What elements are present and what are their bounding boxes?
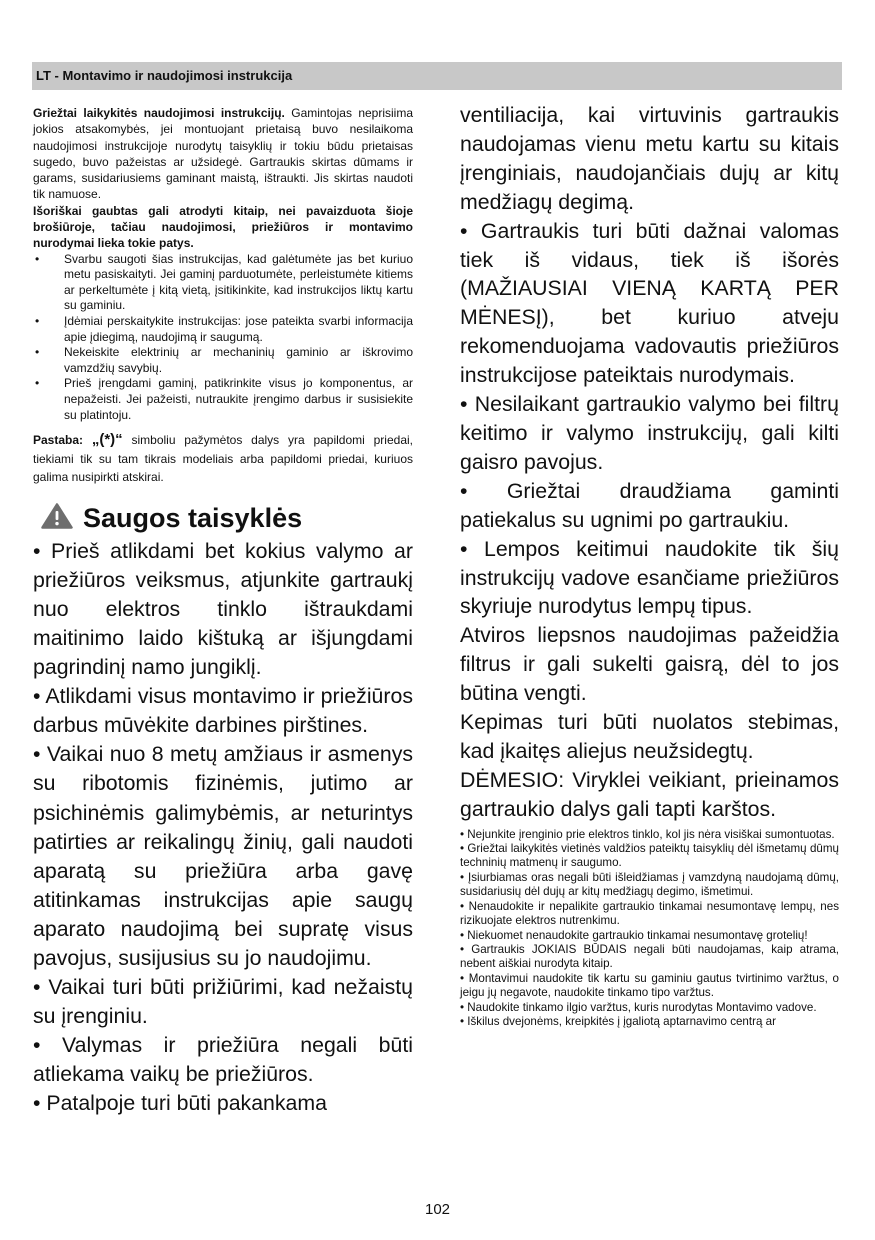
small-paragraph: • Gartraukis JOKIAIS BŪDAIS negali būti naudojamas, kaip atrama, nebent aiškiai nurodyta kitaip.	[460, 942, 839, 971]
small-paragraph: • Niekuomet nenaudokite gartraukio tinkamai nesumontavę grotelių!	[460, 928, 808, 942]
intro-bold-lead: Griežtai laikykitės naudojimosi instrukcijų.	[33, 106, 285, 120]
bullet-icon: •	[35, 376, 40, 391]
safety-small-text	[460, 828, 839, 1030]
safety-paragraph: Atviros liepsnos naudojimas pažeidžia filtrus ir gali sukelti gaisrą, dėl to jos būtina vengti.	[460, 623, 839, 706]
safety-paragraph: • Prieš atlikdami bet kokius valymo ar priežiūros veiksmus, atjunkite gartraukį nuo elektros tinklo ištraukdami maitinimo laido kištuką ar išjungdami pagrindinį namo jungiklį.	[33, 538, 413, 680]
note-symbol: „(*)“	[91, 431, 123, 449]
section-title: LT - Montavimo ir naudojimosi instrukcija	[36, 68, 293, 83]
intro-bold-note	[33, 203, 413, 252]
safety-paragraph: • Gartraukis turi būti dažnai valomas tiek iš vidaus, tiek iš išorės (MAŽIAUSIAI VIENĄ KARTĄ PER MĖNESĮ), bet kuriuo atveju rekomenduojama vadovautis priežiūros instrukcijose pateiktais nurodymais.	[460, 218, 839, 388]
small-paragraph: • Naudokite tinkamo ilgio varžtus, kuris nurodytas Montavimo vadove.	[460, 1000, 817, 1014]
note-text: simboliu pažymėtos dalys yra papildomi priedai, tiekiami tik su tam tikrais modeliais arba papildomi priedai, kuriuos galima nusipirkti atskirai.	[33, 433, 413, 485]
safety-paragraph: DĖMESIO: Viryklei veikiant, prieinamos gartraukio dalys gali tapti karštos.	[460, 767, 839, 821]
bullet-icon: •	[35, 251, 40, 266]
safety-paragraph: • Griežtai draudžiama gaminti patiekalus su ugnimi po gartraukiu.	[460, 478, 839, 532]
safety-paragraph: • Valymas ir priežiūra negali būti atliekama vaikų be priežiūros.	[33, 1033, 413, 1087]
safety-left-text	[33, 537, 413, 1119]
small-paragraph: • Nenaudokite ir nepalikite gartraukio tinkamai nesumontavę lempų, nes rizikuojate elektros nutrenkimu.	[460, 899, 839, 928]
small-paragraph: • Montavimui naudokite tik kartu su gaminiu gautus tvirtinimo varžtus, o jeigu jų negavote, naudokite tinkamo tipo varžtus.	[460, 971, 839, 1000]
safety-paragraph: • Nesilaikant gartraukio valymo bei filtrų keitimo ir valymo instrukcijų, gali kilti gaisro pavojus.	[460, 392, 839, 474]
bullet-icon: •	[35, 314, 40, 329]
safety-paragraph: Kepimas turi būti nuolatos stebimas, kad įkaitęs aliejus neužsidegtų.	[460, 710, 839, 763]
safety-heading	[33, 503, 413, 537]
intro-bullet-list	[33, 252, 413, 424]
left-column	[33, 105, 413, 1119]
note-paragraph	[33, 431, 413, 487]
list-item	[33, 376, 413, 423]
list-item	[33, 314, 413, 345]
small-paragraph: • Iškilus dvejonėms, kreipkitės į įgaliotą aptarnavimo centrą ar	[460, 1014, 776, 1028]
right-column	[460, 101, 839, 1029]
safety-paragraph: • Patalpoje turi būti pakankama	[33, 1091, 327, 1116]
small-paragraph: • Nejunkite įrenginio prie elektros tinklo, kol jis nėra visiškai sumontuotas.	[460, 827, 835, 841]
safety-title: Saugos taisyklės	[83, 502, 303, 533]
list-item	[33, 345, 413, 376]
list-item-text: Nekeiskite elektrinių ar mechaninių gaminio ar iškrovimo vamzdžių savybių.	[64, 345, 413, 375]
list-item-text: Įdėmiai perskaitykite instrukcijas: jose pateikta svarbi informacija apie įdiegimą, naudojimą ir saugumą.	[64, 314, 413, 344]
note-label: Pastaba:	[33, 433, 84, 448]
safety-paragraph: • Atlikdami visus montavimo ir priežiūros darbus mūvėkite darbines pirštines.	[33, 684, 413, 738]
intro-text: Gamintojas neprisiima jokios atsakomybės, jei montuojant prietaisą buvo nesilaikoma naudojimosi instrukcijoje nurodytų taisyklių ir tokiu būdu prietaisas sugedo, buvo pažeistas ar užsidegė. Gartraukis skirtas dūmams ir garams, susidariusiems gaminant maistą, ištraukti. Jis skirtas naudoti tik namuose.	[33, 106, 414, 202]
small-paragraph: • Griežtai laikykitės vietinės valdžios pateiktų taisyklių dėl išmetamų dūmų techninių matmenų ir saugumo.	[460, 842, 839, 870]
page-number: 102	[424, 1201, 451, 1218]
list-item	[33, 252, 413, 314]
bullet-icon: •	[35, 345, 40, 360]
intro-paragraph	[33, 105, 413, 203]
list-item-text: Prieš įrengdami gaminį, patikrinkite visus jo komponentus, ar nepažeisti. Jei pažeisti, nutraukite įrengimo darbus ir susisiekite su platintoju.	[64, 376, 413, 422]
warning-icon	[41, 503, 73, 529]
small-paragraph: • Įsiurbiamas oras negali būti išleidžiamas į vamzdyną naudojamą dūmų, susidariusių dėl dujų ar kitų medžiagų degimo, išmetimui.	[460, 870, 839, 899]
safety-paragraph: ventiliacija, kai virtuvinis gartraukis naudojamas vienu metu kartu su kitais įrenginiais, naudojančiais dujų ar kitų medžiagų degimą.	[460, 103, 839, 214]
section-header	[32, 62, 842, 90]
safety-paragraph: • Vaikai turi būti prižiūrimi, kad nežaistų su įrenginiu.	[33, 975, 413, 1029]
intro-bold-note-text: Išoriškai gaubtas gali atrodyti kitaip, nei pavaizduota šioje brošiūroje, tačiau naudojimosi, priežiūros ir montavimo nurodymai lieka tokie patys.	[33, 203, 413, 251]
safety-paragraph: • Lempos keitimui naudokite tik šių instrukcijų vadove esančiame priežiūros skyriuje nurodytus lempų tipus.	[460, 536, 839, 619]
list-item-text: Svarbu saugoti šias instrukcijas, kad galėtumėte jas bet kuriuo metu pasiskaityti. Jei gaminį parduotumėte, perleistumėte kitiems ar perkeltumėte į kitą vietą, įsitikinkite, kad instrukcijos liktų kartu su gaminiu.	[64, 251, 413, 313]
safety-paragraph: • Vaikai nuo 8 metų amžiaus ir asmenys su ribotomis fizinėmis, jutimo ar psichinėmis galimybėmis, ar neturintys patirties ar reikalingų žinių, gali naudoti aparatą su priežiūra arba gavę atitinkamas instrukcijas apie saugų aparato naudojimą bei supratę visus pavojus, susijusius su jo naudojimu.	[33, 742, 413, 971]
